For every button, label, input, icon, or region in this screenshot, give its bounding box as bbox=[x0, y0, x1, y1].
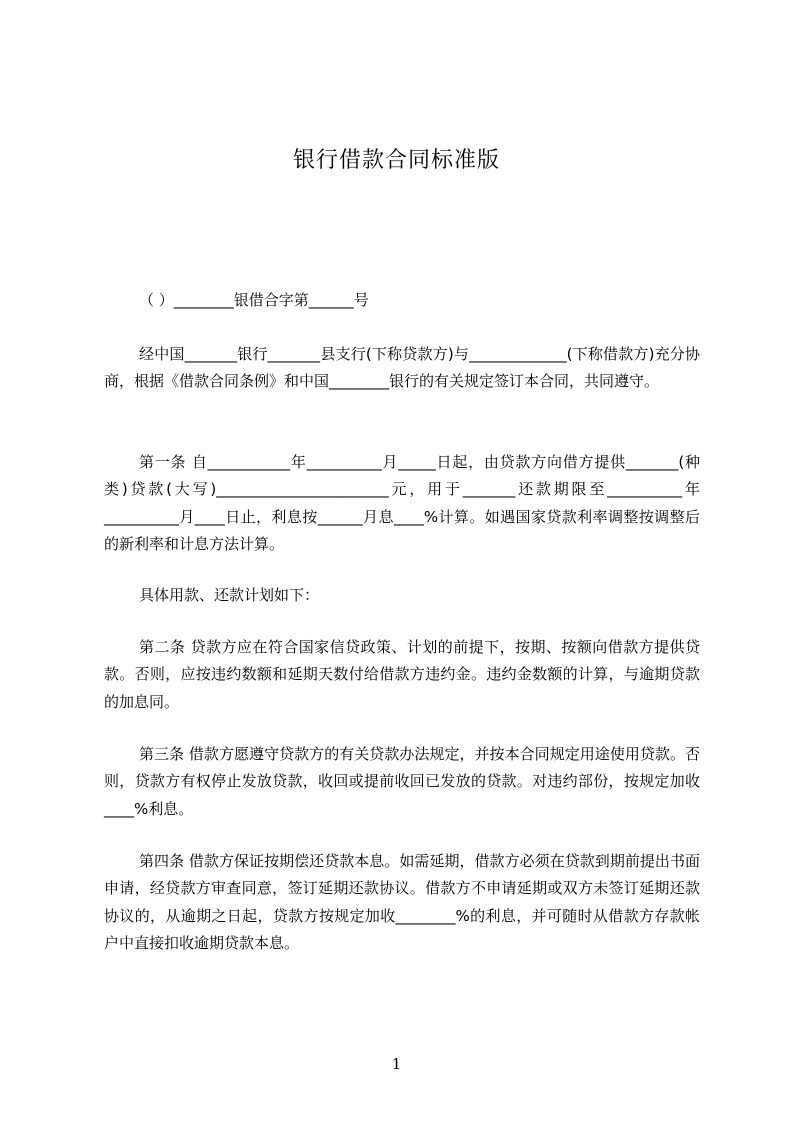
document-title: 银行借款合同标准版 bbox=[292, 148, 500, 173]
contract-number: （ ）________银借合字第______号 bbox=[139, 291, 369, 309]
page-number: 1 bbox=[391, 1055, 402, 1073]
article-2-paragraph: 第二条 贷款方应在符合国家信贷政策、计划的前提下，按期、按额向借款方提供贷款。否则，应按违约数额和延期天数付给借款方违约金。违约金数额的计算，与逾期贷款的加息同。 bbox=[104, 638, 700, 711]
article-4-paragraph: 第四条 借款方保证按期偿还贷款本息。如需延期，借款方必须在贷款到期前提出书面申请，经贷款方审查同意，签订延期还款协议。借款方不申请延期或双方未签订延期还款协议的，从逾期之日起，贷款方按规定加收________%的利息，并可随时从借款方存款帐户中直接扣收逾期贷款本息。 bbox=[104, 852, 700, 952]
intro-paragraph: 经中国_______银行_______县支行(下称贷款方)与_____________(下称借款方)充分协商，根据《借款合同条例》和中国________银行的有关规定签订本合同，共同遵守。 bbox=[104, 345, 700, 391]
repayment-plan-heading: 具体用款、还款计划如下： bbox=[139, 586, 320, 604]
article-1-paragraph: 第一条 自___________年__________月_____日起，由贷款方向借方提供_______(种类)贷款(大写)_______________________元，用于_______还款期限至__________年__________月____日止，利息按______月息____%计算。如遇国家贷款利率调整按调整后的新利率和计息方法计算。 bbox=[104, 453, 700, 553]
article-3-paragraph: 第三条 借款方愿遵守贷款方的有关贷款办法规定，并按本合同规定用途使用贷款。否则，贷款方有权停止发放贷款，收回或提前收回已发放的贷款。对违约部份，按规定加收____%利息。 bbox=[104, 745, 700, 818]
